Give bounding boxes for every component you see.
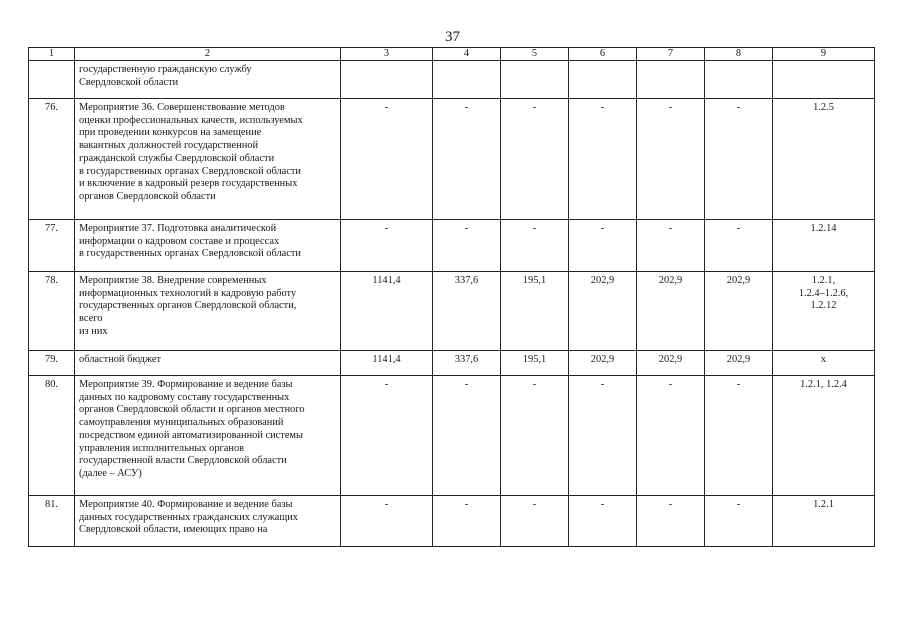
value-col-8: - bbox=[705, 220, 773, 272]
value-col-4: - bbox=[433, 376, 501, 496]
value-col-7 bbox=[637, 61, 705, 99]
value-col-6: - bbox=[569, 376, 637, 496]
value-col-3: - bbox=[341, 376, 433, 496]
row-number: 77. bbox=[29, 220, 75, 272]
column-number-cell: 7 bbox=[637, 48, 705, 61]
activity-description: областной бюджет bbox=[75, 351, 341, 376]
program-activities-table bbox=[28, 47, 875, 547]
target-reference: 1.2.14 bbox=[773, 220, 875, 272]
column-number-cell: 6 bbox=[569, 48, 637, 61]
value-col-7: - bbox=[637, 99, 705, 220]
value-col-4 bbox=[433, 61, 501, 99]
table-row bbox=[29, 496, 875, 547]
row-number: 76. bbox=[29, 99, 75, 220]
value-col-3 bbox=[341, 61, 433, 99]
table-row bbox=[29, 351, 875, 376]
activity-description: Мероприятие 39. Формирование и ведение базы данных по кадровому составу государственных органов Свердловской области и органов местного самоуправления муниципальных образований посредством единой автоматизированной системы управления исполнительных органов государственной власти Свердловской области (далее – АСУ) bbox=[75, 376, 341, 496]
value-col-4: 337,6 bbox=[433, 272, 501, 351]
row-number: 80. bbox=[29, 376, 75, 496]
activity-description: государственную гражданскую службу Свердловской области bbox=[75, 61, 341, 99]
column-number-cell: 5 bbox=[501, 48, 569, 61]
value-col-7: 202,9 bbox=[637, 272, 705, 351]
column-number-cell: 9 bbox=[773, 48, 875, 61]
activity-description: Мероприятие 36. Совершенствование методов оценки профессиональных качеств, используемых при проведении конкурсов на замещение вакантных должностей государственной гражданской службы Свердловской области в государственных органах Свердловской области и включение в кадровый резерв государственных органов Свердловской области bbox=[75, 99, 341, 220]
value-col-3: - bbox=[341, 220, 433, 272]
value-col-5: 195,1 bbox=[501, 272, 569, 351]
column-number-cell: 3 bbox=[341, 48, 433, 61]
value-col-3: 1141,4 bbox=[341, 351, 433, 376]
value-col-6: - bbox=[569, 496, 637, 547]
target-reference: 1.2.5 bbox=[773, 99, 875, 220]
value-col-7: - bbox=[637, 376, 705, 496]
value-col-8: 202,9 bbox=[705, 351, 773, 376]
value-col-8 bbox=[705, 61, 773, 99]
column-number-cell: 8 bbox=[705, 48, 773, 61]
activity-description: Мероприятие 37. Подготовка аналитической информации о кадровом составе и процессах в государственных органах Свердловской области bbox=[75, 220, 341, 272]
value-col-7: - bbox=[637, 496, 705, 547]
value-col-6: 202,9 bbox=[569, 351, 637, 376]
value-col-8: - bbox=[705, 376, 773, 496]
value-col-5: - bbox=[501, 99, 569, 220]
activity-description: Мероприятие 38. Внедрение современных информационных технологий в кадровую работу государственных органов Свердловской области, всего из них bbox=[75, 272, 341, 351]
activity-description: Мероприятие 40. Формирование и ведение базы данных государственных гражданских служащих Свердловской области, имеющих право на bbox=[75, 496, 341, 547]
table-row bbox=[29, 61, 875, 99]
value-col-4: - bbox=[433, 99, 501, 220]
table-row bbox=[29, 99, 875, 220]
value-col-7: 202,9 bbox=[637, 351, 705, 376]
value-col-7: - bbox=[637, 220, 705, 272]
value-col-5: - bbox=[501, 376, 569, 496]
value-col-6: - bbox=[569, 99, 637, 220]
value-col-5 bbox=[501, 61, 569, 99]
table-row bbox=[29, 272, 875, 351]
value-col-6: - bbox=[569, 220, 637, 272]
value-col-8: - bbox=[705, 496, 773, 547]
value-col-8: 202,9 bbox=[705, 272, 773, 351]
value-col-5: - bbox=[501, 496, 569, 547]
page-number: 37 bbox=[445, 29, 460, 45]
target-reference: 1.2.1, 1.2.4–1.2.6, 1.2.12 bbox=[773, 272, 875, 351]
value-col-4: 337,6 bbox=[433, 351, 501, 376]
value-col-4: - bbox=[433, 496, 501, 547]
value-col-3: - bbox=[341, 99, 433, 220]
value-col-5: 195,1 bbox=[501, 351, 569, 376]
row-number: 79. bbox=[29, 351, 75, 376]
target-reference: 1.2.1, 1.2.4 bbox=[773, 376, 875, 496]
table-row bbox=[29, 376, 875, 496]
value-col-3: 1141,4 bbox=[341, 272, 433, 351]
column-number-cell: 4 bbox=[433, 48, 501, 61]
column-number-cell: 1 bbox=[29, 48, 75, 61]
row-number bbox=[29, 61, 75, 99]
value-col-6 bbox=[569, 61, 637, 99]
value-col-3: - bbox=[341, 496, 433, 547]
value-col-8: - bbox=[705, 99, 773, 220]
target-reference: 1.2.1 bbox=[773, 496, 875, 547]
row-number: 81. bbox=[29, 496, 75, 547]
value-col-5: - bbox=[501, 220, 569, 272]
value-col-4: - bbox=[433, 220, 501, 272]
column-number-cell: 2 bbox=[75, 48, 341, 61]
target-reference bbox=[773, 61, 875, 99]
column-number-row bbox=[29, 48, 875, 61]
row-number: 78. bbox=[29, 272, 75, 351]
table-row bbox=[29, 220, 875, 272]
target-reference: x bbox=[773, 351, 875, 376]
value-col-6: 202,9 bbox=[569, 272, 637, 351]
